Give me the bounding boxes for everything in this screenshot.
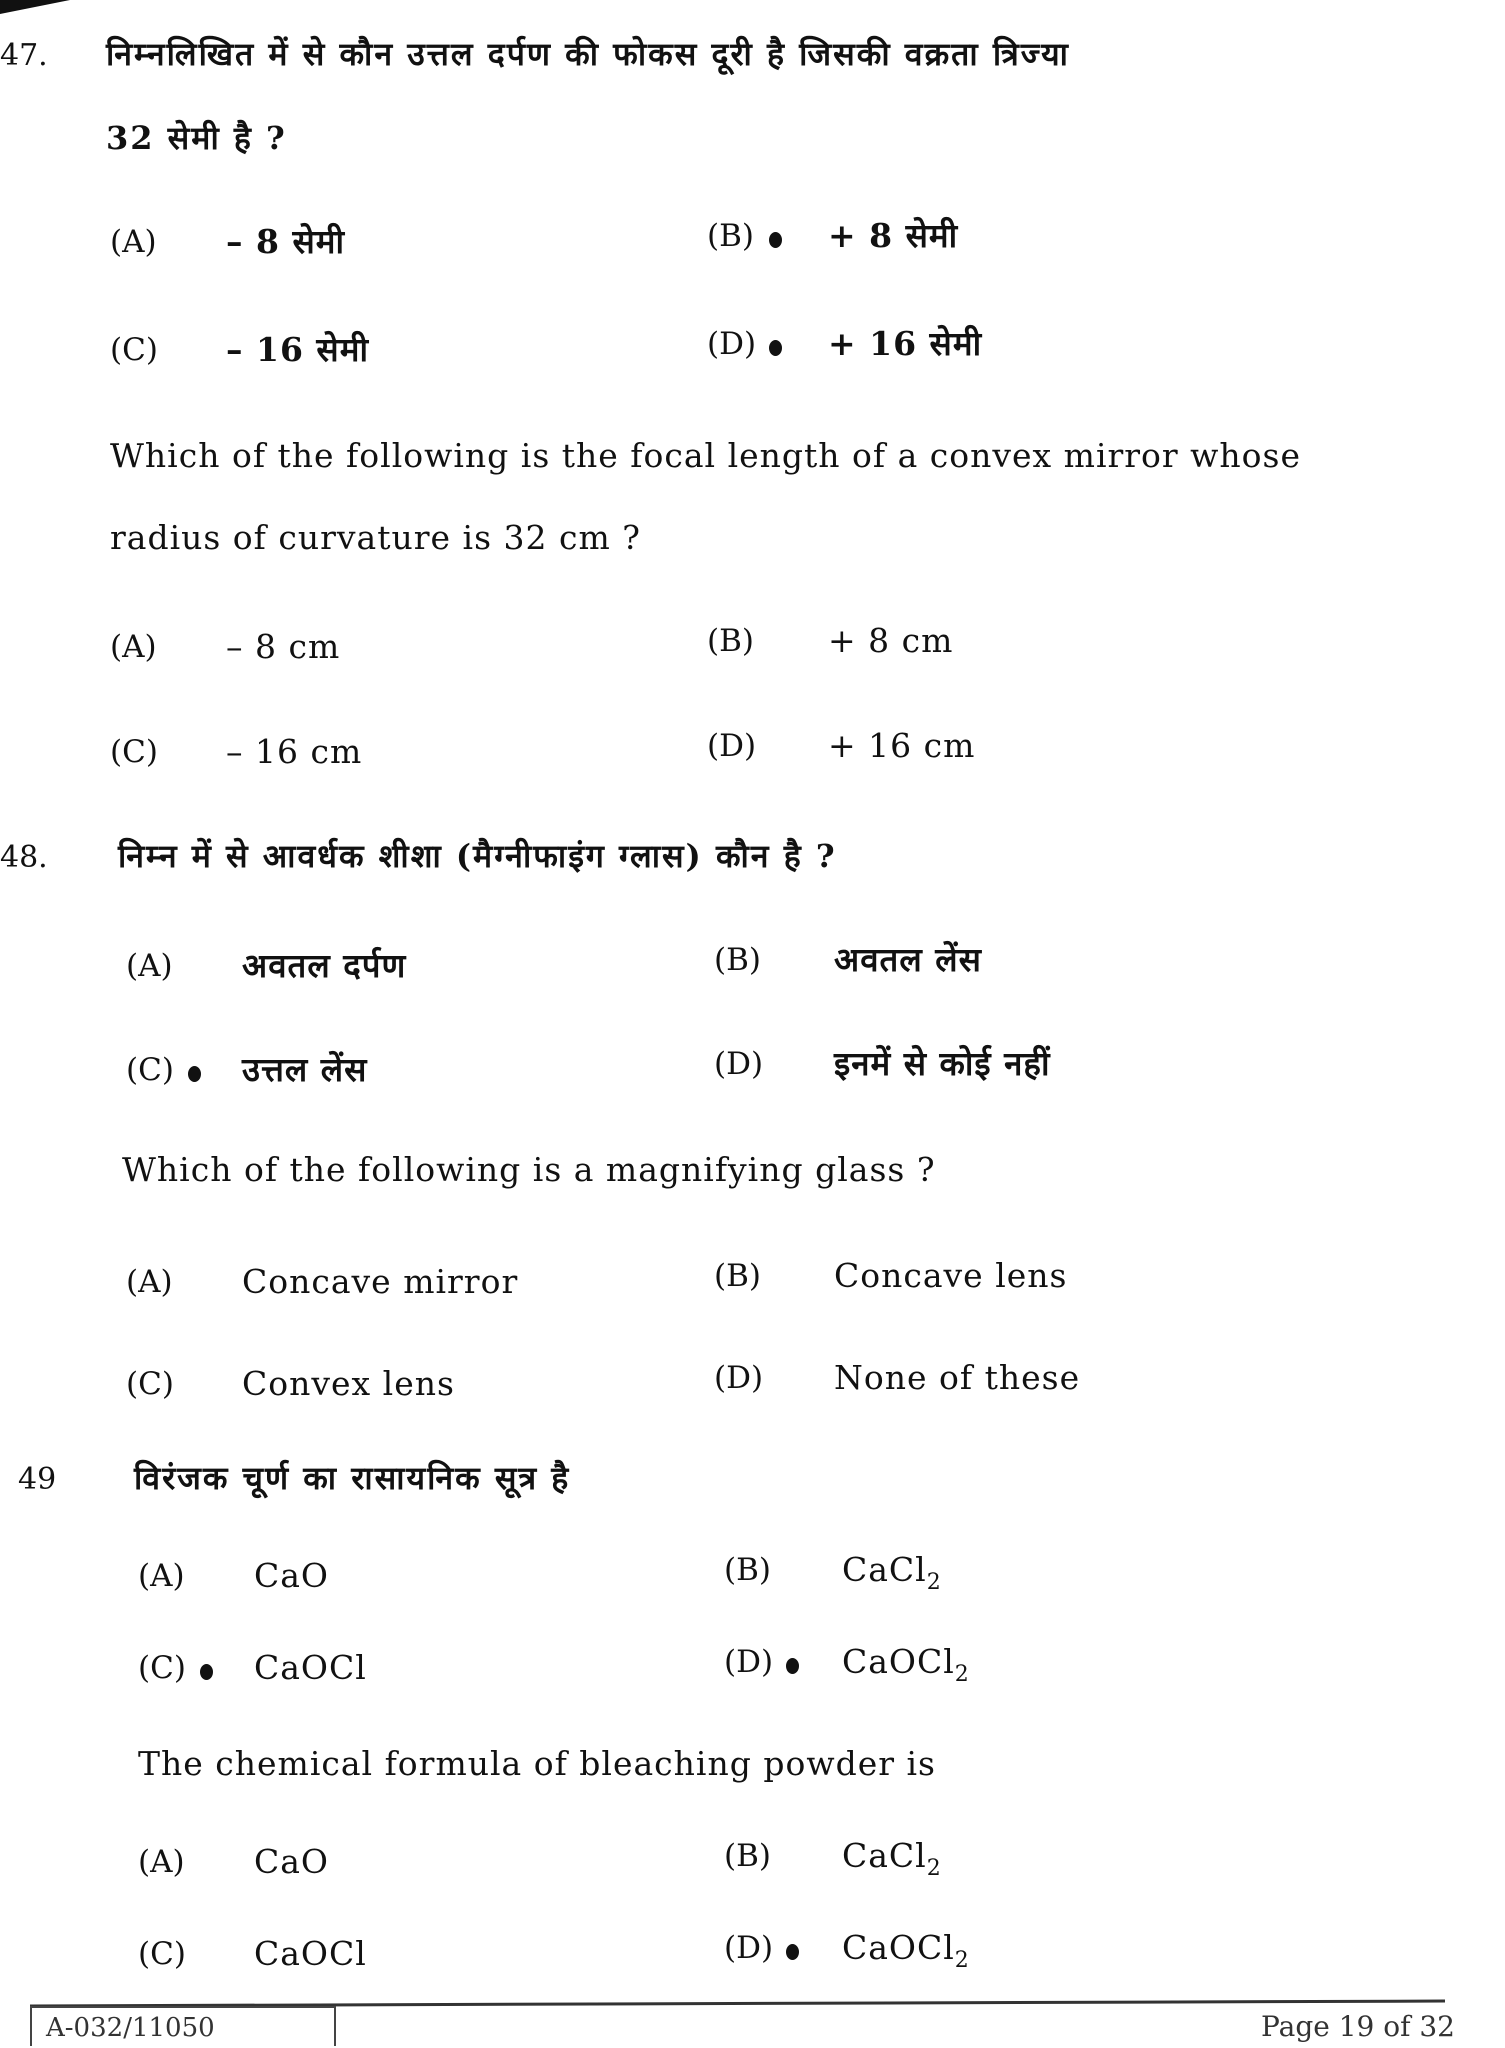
- option-text-value: Convex lens: [242, 1364, 455, 1403]
- option-text: [226, 732, 362, 772]
- option-text-value: CaOCl: [254, 1648, 367, 1687]
- paper-code-box: [30, 2006, 336, 2046]
- option-text-value: CaO: [254, 1842, 329, 1881]
- option-text-value: CaO: [254, 1556, 329, 1595]
- option-label: (B): [714, 1258, 761, 1294]
- subscript: 2: [926, 1856, 942, 1881]
- option-text-value: CaOCl: [254, 1934, 367, 1973]
- question-number: 48.: [0, 840, 48, 875]
- hindi-question-text: निम्न में से आवर्धक शीशा (मैग्नीफाइंग ग्लास) कौन है ?: [118, 837, 837, 875]
- option-text: [842, 1928, 970, 1981]
- option-text-value: CaCl: [842, 1550, 927, 1589]
- subscript: 2: [954, 1662, 970, 1687]
- option-text: [834, 1044, 1051, 1084]
- option-text: [254, 1556, 329, 1596]
- option-label: (A): [138, 1844, 185, 1880]
- option-text-value: अवतल लेंस: [834, 940, 982, 979]
- option-text: [834, 1358, 1080, 1398]
- option-text: [242, 1262, 518, 1302]
- question-number: 47.: [0, 38, 48, 73]
- option-text-value: + 16 cm: [828, 726, 976, 765]
- option-label: (B): [707, 218, 754, 254]
- option-text-value: CaOCl: [842, 1928, 955, 1967]
- option-label: (D): [707, 728, 757, 764]
- option-text: [254, 1842, 329, 1882]
- option-label: (C): [138, 1936, 186, 1972]
- option-text: [254, 1934, 367, 1974]
- option-text: [828, 726, 975, 766]
- hindi-question-text: 32 सेमी है ?: [106, 119, 287, 157]
- option-text-value: + 8 cm: [828, 621, 954, 660]
- option-label: (B): [724, 1838, 771, 1874]
- english-question-text: The chemical formula of bleaching powder is: [138, 1744, 936, 1783]
- option-text: [834, 940, 982, 980]
- hindi-question-text: निम्नलिखित में से कौन उत्तल दर्पण की फोकस दूरी है जिसकी वक्रता त्रिज्या: [106, 35, 1070, 73]
- option-text: [828, 621, 953, 661]
- option-text: [254, 1648, 367, 1688]
- english-question-text: Which of the following is the focal length of a convex mirror whose: [110, 436, 1302, 475]
- option-text-value: इनमें से कोई नहीं: [834, 1044, 1051, 1083]
- answer-mark-icon: [786, 1944, 799, 1960]
- option-text: [242, 946, 406, 986]
- option-text-value: CaCl: [842, 1836, 927, 1875]
- option-text-value: None of these: [834, 1358, 1081, 1397]
- option-label: (D): [724, 1930, 774, 1966]
- hindi-question-text: विरंजक चूर्ण का रासायनिक सूत्र है: [134, 1459, 571, 1497]
- option-text-value: अवतल दर्पण: [242, 946, 407, 985]
- option-label: (D): [724, 1644, 774, 1680]
- option-text: [226, 222, 345, 262]
- option-label: (A): [126, 948, 173, 984]
- option-text-value: CaOCl: [842, 1642, 955, 1681]
- option-label: (B): [724, 1552, 771, 1588]
- answer-mark-icon: [188, 1066, 201, 1082]
- option-label: (A): [110, 224, 157, 260]
- option-text: [828, 216, 958, 256]
- option-text-value: – 16 सेमी: [226, 330, 369, 369]
- option-label: (C): [126, 1052, 174, 1088]
- paper-code: A-032/11050: [46, 2013, 215, 2043]
- option-label: (C): [110, 332, 158, 368]
- subscript: 2: [926, 1570, 942, 1595]
- option-label: (B): [714, 942, 761, 978]
- page-number: Page 19 of 32: [1261, 2010, 1455, 2043]
- question-number: 49: [18, 1462, 57, 1497]
- option-text: [242, 1050, 367, 1090]
- option-label: (A): [138, 1558, 185, 1594]
- option-text-value: Concave lens: [834, 1256, 1068, 1295]
- option-text: [828, 324, 982, 364]
- english-question-text: Which of the following is a magnifying glass ?: [122, 1150, 936, 1189]
- answer-mark-icon: [200, 1664, 213, 1680]
- option-text-value: – 8 सेमी: [226, 222, 346, 261]
- answer-mark-icon: [769, 340, 782, 356]
- option-label: (D): [714, 1360, 764, 1396]
- option-label: (A): [110, 629, 157, 665]
- option-label: (D): [714, 1046, 764, 1082]
- option-text: [226, 330, 369, 370]
- option-text-value: Concave mirror: [242, 1262, 519, 1301]
- option-text: [842, 1642, 970, 1695]
- option-text-value: उत्तल लेंस: [242, 1050, 368, 1089]
- option-text: [842, 1550, 942, 1603]
- answer-mark-icon: [786, 1658, 799, 1674]
- option-label: (B): [707, 623, 754, 659]
- scan-corner-mark: [0, 0, 70, 14]
- option-text: [842, 1836, 942, 1889]
- option-label: (D): [707, 326, 757, 362]
- option-text-value: + 8 सेमी: [828, 216, 959, 255]
- option-text: [242, 1364, 455, 1404]
- english-question-text: radius of curvature is 32 cm ?: [110, 518, 641, 557]
- option-text: [834, 1256, 1067, 1296]
- option-text-value: – 16 cm: [226, 732, 363, 771]
- option-text-value: – 8 cm: [226, 627, 341, 666]
- answer-mark-icon: [769, 232, 782, 248]
- option-text-value: + 16 सेमी: [828, 324, 983, 363]
- option-text: [226, 627, 340, 667]
- option-label: (C): [138, 1650, 186, 1686]
- option-label: (A): [126, 1264, 173, 1300]
- option-label: (C): [126, 1366, 174, 1402]
- option-label: (C): [110, 734, 158, 770]
- subscript: 2: [954, 1948, 970, 1973]
